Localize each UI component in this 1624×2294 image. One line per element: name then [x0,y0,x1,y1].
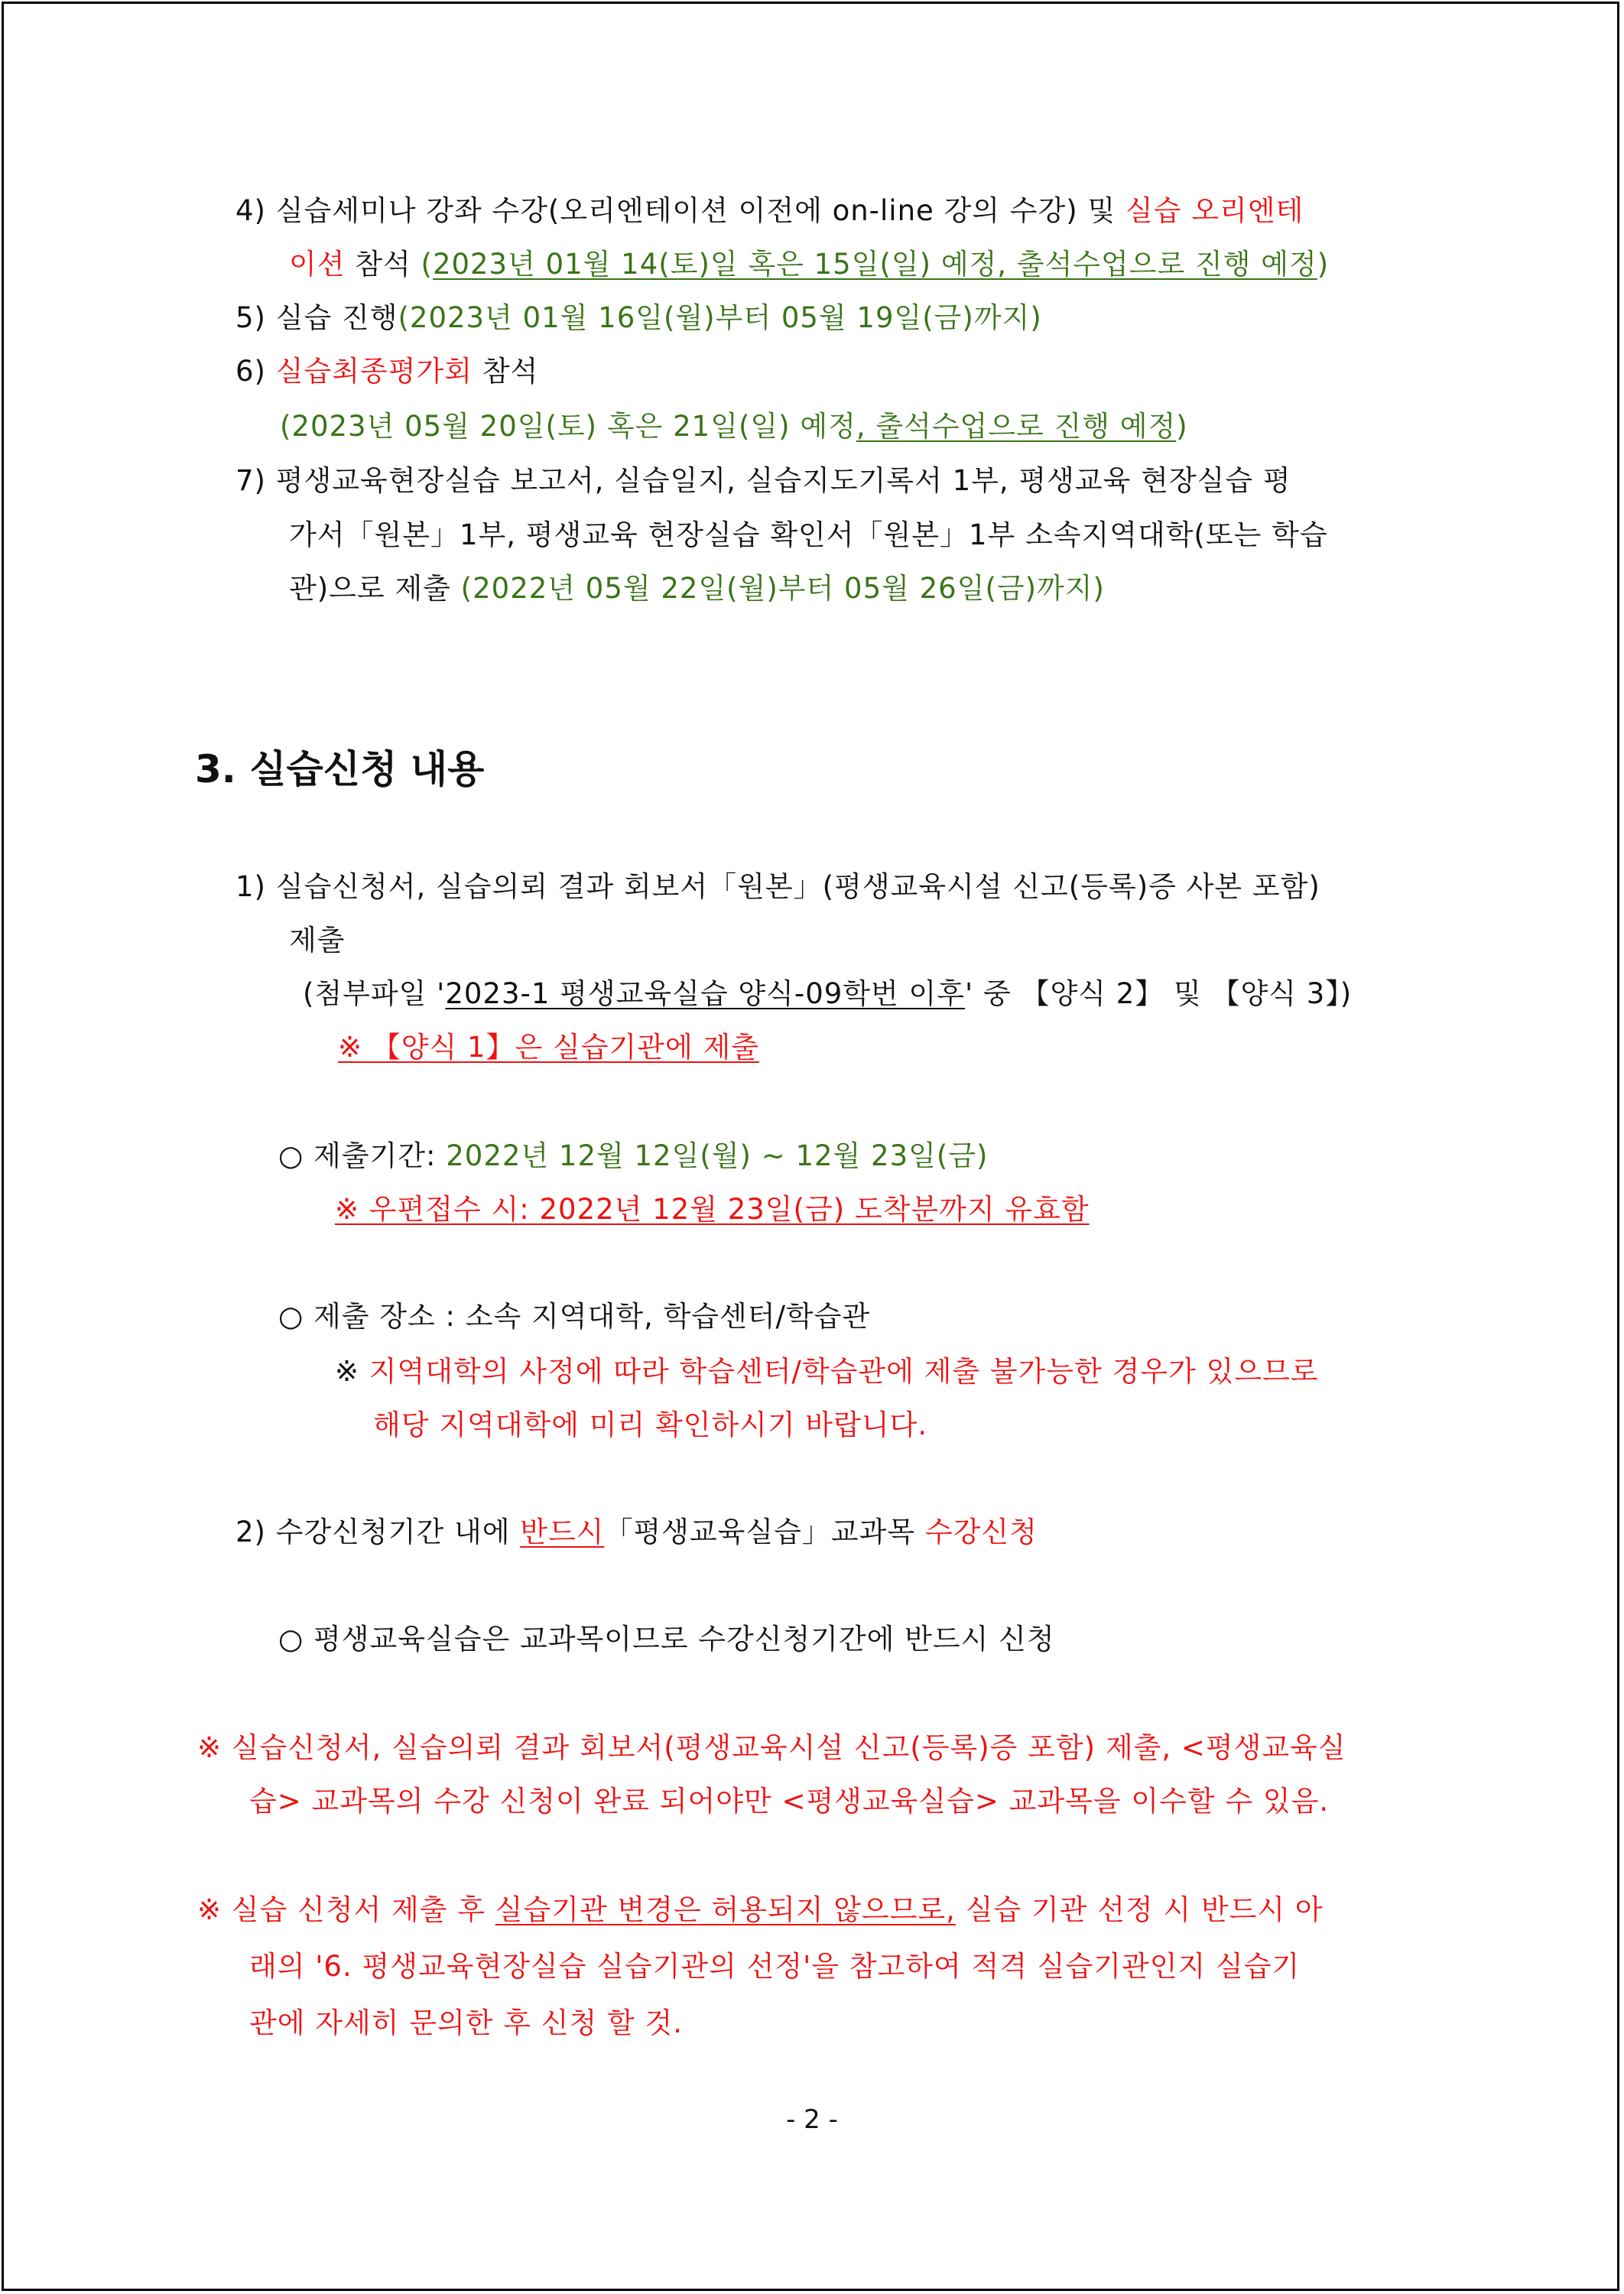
form1-note: ※ 【양식 1】은 실습기관에 제출 [338,1031,760,1064]
submission-period-line [278,1139,988,1173]
item4-text: 4) 실습세미나 강좌 수강(오리엔테이션 이전에 on-line 강의 수강) 및 [235,194,1125,227]
s3-item2-registration: 수강신청 [924,1516,1038,1548]
item6-label: 6) [235,355,276,388]
item4-orientation-highlight: 실습 오리엔테 [1125,194,1304,227]
submission-period-label: ○ 제출기간: [278,1139,447,1172]
item6-date: (2023년 05월 20일(토) 혹은 21일(일) 예정 [280,410,856,443]
item6-line1 [235,355,538,388]
s3-item2-bullet: ○ 평생교육실습은 교과목이므로 수강신청기간에 반드시 신청 [278,1623,1055,1656]
attachment-suffix: ' 중 【양식 2】 및 【양식 3】) [965,977,1353,1010]
item6-date-underlined: , 출석수업으로 진행 예정 [856,410,1177,443]
s3-item1-line2: 제출 [289,924,346,957]
notice2-line2: 래의 '6. 평생교육현장실습 실습기관의 선정'을 참고하여 적격 실습기관인지 실습기 [249,1950,1301,1983]
submission-place-label: ○ 제출 장소 : [278,1300,466,1333]
place-note-line2: 해당 지역대학에 미리 확인하시기 바랍니다. [373,1409,928,1441]
place-note-text: 지역대학의 사정에 따라 학습센터/학습관에 제출 불가능한 경우가 있으므로 [369,1355,1319,1388]
place-note-mark: ※ [335,1355,369,1388]
item5-line [235,301,1042,335]
item7-date: (2022년 05월 22일(월)부터 05월 26일(금)까지) [460,572,1105,605]
submission-place-line [278,1300,870,1334]
submission-period-value: 2022년 12월 12일(월) ~ 12월 23일(금) [446,1139,989,1172]
notice2-suffix: 실습 기관 선정 시 반드시 아 [955,1893,1324,1926]
postal-note: ※ 우편접수 시: 2022년 12월 23일(금) 도착분까지 유효함 [335,1193,1090,1226]
section3-heading: 3. 실습신청 내용 [195,747,485,791]
s3-item2-must: 반드시 [520,1516,605,1548]
notice2-line3: 관에 자세히 문의한 후 신청 할 것. [249,2006,683,2039]
page-number: - 2 - [786,2104,838,2135]
place-note-line1 [335,1355,1319,1389]
item7-line1: 7) 평생교육현장실습 보고서, 실습일지, 실습지도기록서 1부, 평생교육 현장실습 평 [235,464,1291,497]
submission-place-value: 소속 지역대학, 학습센터/학습관 [465,1300,871,1333]
item7-line3 [289,572,1105,606]
s3-attachment-line [303,977,1352,1011]
notice2-line1 [197,1893,1324,1927]
attachment-prefix: (첨부파일 ' [303,977,446,1010]
notice1-line2: 습> 교과목의 수강 신청이 완료 되어야만 <평생교육실습> 교과목을 이수할 수 있음. [249,1785,1330,1818]
s3-item2-course: 「평생교육실습」교과목 [604,1516,925,1548]
item6-suffix: 참석 [472,355,539,388]
item6-date-close: ) [1176,410,1188,443]
attachment-filename: 2023-1 평생교육실습 양식-09학번 이후 [445,977,966,1010]
s3-item1-line1: 1) 실습신청서, 실습의뢰 결과 회보서「원본」(평생교육시설 신고(등록)증 사본 포함) [235,870,1320,903]
item4-orientation-highlight-cont: 이션 [289,248,346,281]
notice2-underlined: 실습기관 변경은 허용되지 않으므로, [495,1893,956,1926]
item7-line2: 가서「원본」1부, 평생교육 현장실습 확인서「원본」1부 소속지역대학(또는 학습 [289,518,1328,551]
item5-label: 5) 실습 진행 [235,301,398,334]
s3-item2-line [235,1516,1038,1549]
item4-line1 [235,194,1304,228]
item7-submit-text: 관)으로 제출 [289,572,461,605]
item4-date-open: ( [421,248,433,281]
item4-date: 2023년 01월 14(토)일 혹은 15일(일) 예정, 출석수업으로 진행 예정 [432,248,1317,281]
notice1-line1: ※ 실습신청서, 실습의뢰 결과 회보서(평생교육시설 신고(등록)증 포함) 제출, <평생교육실 [197,1731,1346,1764]
item6-evaluation-highlight: 실습최종평가회 [275,355,473,388]
item4-line2 [289,248,1329,281]
notice2-prefix: ※ 실습 신청서 제출 후 [197,1893,495,1926]
s3-item2-prefix: 2) 수강신청기간 내에 [235,1516,521,1548]
item6-line2 [280,410,1188,444]
item5-date: (2023년 01월 16일(월)부터 05월 19일(금)까지) [398,301,1042,334]
item4-date-close: ) [1317,248,1330,281]
item4-attend-text: 참석 [345,248,421,281]
